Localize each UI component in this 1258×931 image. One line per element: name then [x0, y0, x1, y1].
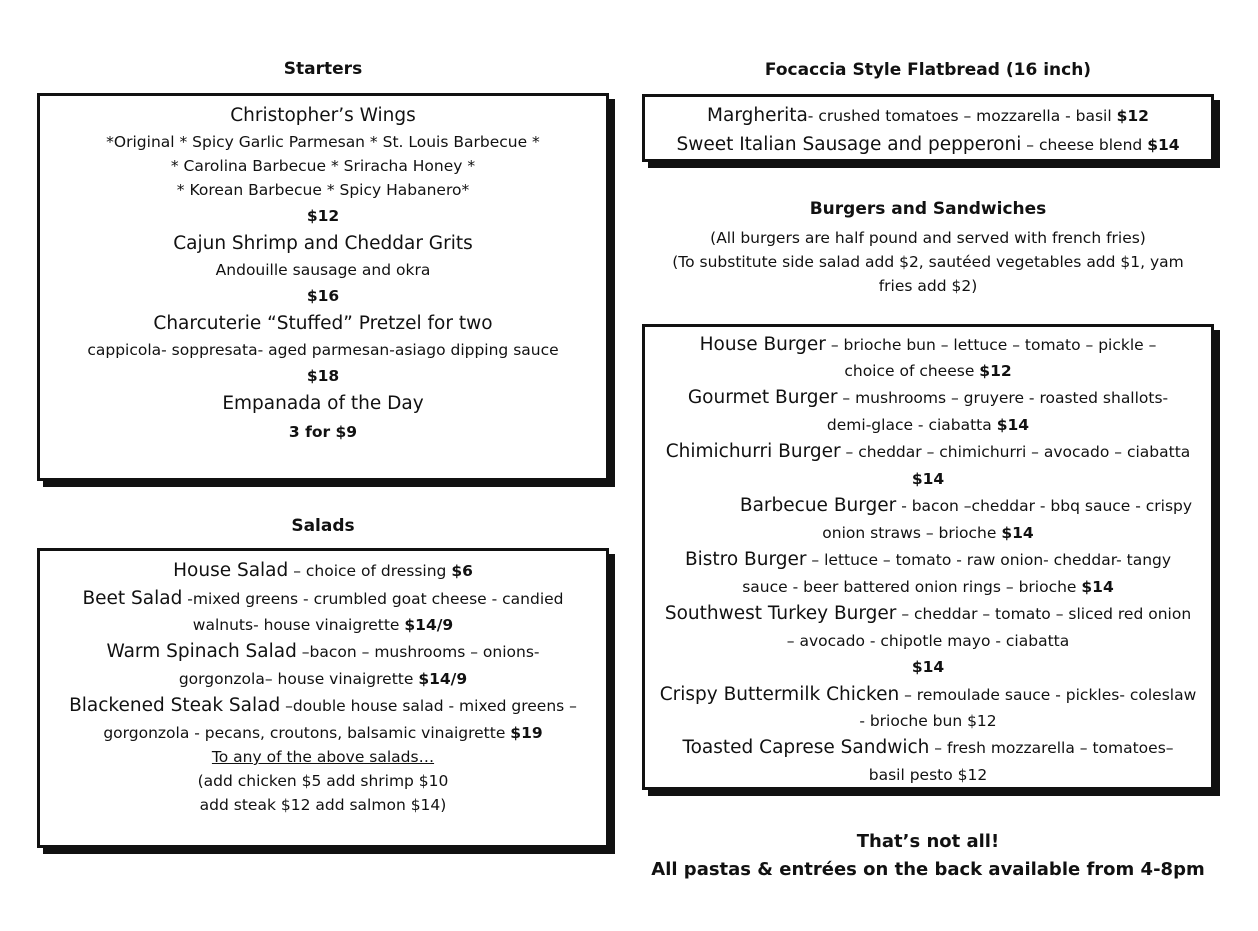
chimichurri-burger: Chimichurri Burger – cheddar – chimichurri – avocado – ciabatta — [665, 441, 1191, 462]
shrimp-price: $16 — [306, 287, 340, 305]
bistro-burger: Bistro Burger – lettuce – tomato - raw onion- cheddar- tangy — [684, 549, 1172, 570]
burgers-note: (All burgers are half pound and served with french fries) (To substitute side salad add $2, sautéed vegetables add $1, yam fries add $2) — [672, 229, 1184, 295]
wings-flavors: * Carolina Barbecue * Sriracha Honey * — [170, 157, 476, 175]
house-burger-desc: choice of cheese $12 — [844, 362, 1012, 380]
turkey-price: $14 — [911, 658, 945, 676]
pretzel-name: Charcuterie “Stuffed” Pretzel for two — [153, 313, 493, 334]
flatbread-heading: Focaccia Style Flatbread (16 inch) — [764, 60, 1092, 80]
bbq-burger: Barbecue Burger - bacon –cheddar - bbq sauce - crispy — [739, 495, 1193, 516]
steak-salad: Blackened Steak Salad –double house salad - mixed greens – — [69, 695, 577, 716]
gourmet-burger: Gourmet Burger – mushrooms – gruyere - roasted shallots- — [687, 387, 1169, 408]
wings-flavors: * Korean Barbecue * Spicy Habanero* — [176, 181, 470, 199]
starters-box — [37, 93, 609, 481]
wings-name: Christopher’s Wings — [230, 105, 416, 126]
footer-line-2: All pastas & entrées on the back available from 4-8pm — [651, 859, 1205, 880]
buttermilk-chicken-desc: - brioche bun $12 — [859, 712, 997, 730]
addons-title: To any of the above salads… — [211, 748, 435, 766]
addons-line: add steak $12 add salmon $14) — [199, 796, 447, 814]
gourmet-burger-desc: demi-glace - ciabatta $14 — [826, 416, 1030, 434]
shrimp-desc: Andouille sausage and okra — [215, 261, 431, 279]
steak-salad-desc: gorgonzola - pecans, croutons, balsamic vinaigrette $19 — [103, 724, 543, 742]
house-burger: House Burger – brioche bun – lettuce – tomato – pickle – — [699, 334, 1157, 355]
spinach-salad: Warm Spinach Salad –bacon – mushrooms – onions- — [106, 641, 540, 662]
turkey-burger-desc: – avocado - chipotle mayo - ciabatta — [786, 632, 1070, 650]
chimichurri-price: $14 — [911, 470, 945, 488]
salads-heading: Salads — [291, 516, 355, 536]
salads-box — [37, 548, 609, 848]
empanada-price: 3 for $9 — [288, 423, 358, 441]
beet-salad: Beet Salad -mixed greens - crumbled goat cheese - candied — [82, 588, 564, 609]
caprese-sandwich-desc: basil pesto $12 — [868, 766, 988, 784]
pretzel-price: $18 — [306, 367, 340, 385]
margherita: Margherita- crushed tomatoes – mozzarella - basil $12 — [707, 105, 1149, 126]
flatbread-box — [642, 94, 1214, 162]
burgers-box — [642, 324, 1214, 790]
burgers-heading: Burgers and Sandwiches — [809, 199, 1047, 219]
addons-line: (add chicken $5 add shrimp $10 — [197, 772, 449, 790]
turkey-burger: Southwest Turkey Burger – cheddar – tomato – sliced red onion — [664, 603, 1192, 624]
wings-price: $12 — [306, 207, 340, 225]
caprese-sandwich: Toasted Caprese Sandwich – fresh mozzarella – tomatoes– — [682, 737, 1174, 758]
bbq-burger-desc: onion straws – brioche $14 — [822, 524, 1034, 542]
buttermilk-chicken: Crispy Buttermilk Chicken – remoulade sauce - pickles- coleslaw — [659, 684, 1197, 705]
pretzel-desc: cappicola- soppresata- aged parmesan-asiago dipping sauce — [87, 341, 559, 359]
sausage-pepperoni: Sweet Italian Sausage and pepperoni – cheese blend $14 — [676, 134, 1180, 155]
empanada-name: Empanada of the Day — [222, 393, 424, 414]
shrimp-name: Cajun Shrimp and Cheddar Grits — [173, 233, 473, 254]
bistro-burger-desc: sauce - beer battered onion rings – brioche $14 — [742, 578, 1114, 596]
house-salad: House Salad – choice of dressing $6 — [173, 560, 473, 581]
footer-line-1: That’s not all! — [856, 831, 1000, 852]
beet-salad-desc: walnuts- house vinaigrette $14/9 — [192, 616, 454, 634]
spinach-salad-desc: gorgonzola– house vinaigrette $14/9 — [178, 670, 468, 688]
starters-heading: Starters — [283, 59, 363, 79]
wings-flavors: *Original * Spicy Garlic Parmesan * St. Louis Barbecue * — [106, 133, 540, 151]
footer-note — [642, 828, 1214, 884]
